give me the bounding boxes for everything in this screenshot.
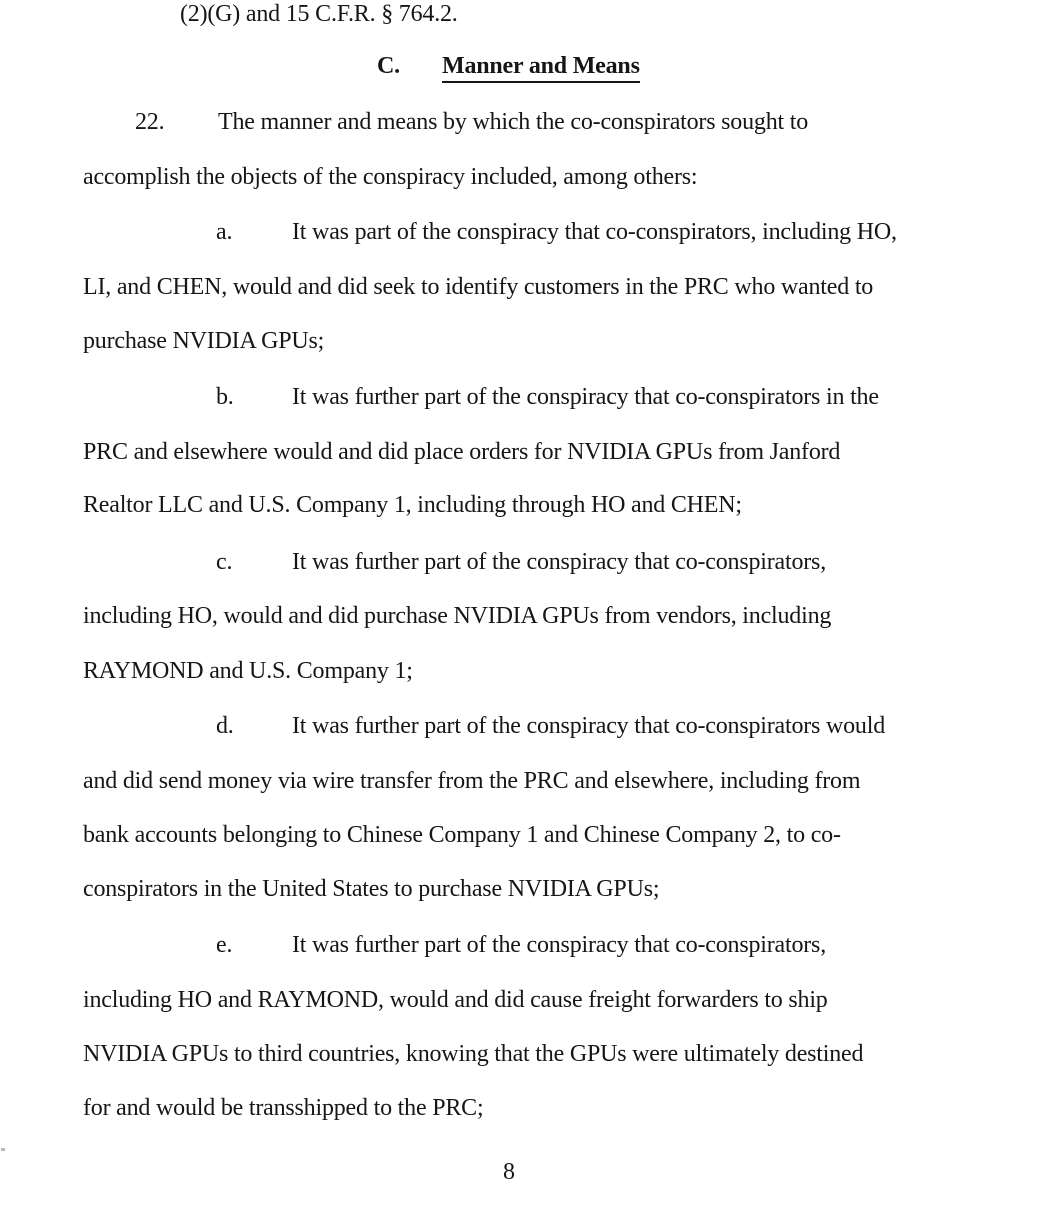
subparagraph-d-line-3: bank accounts belonging to Chinese Company 1 and Chinese Company 2, to co- xyxy=(83,822,841,848)
subparagraph-a-line-2: LI, and CHEN, would and did seek to identify customers in the PRC who wanted to xyxy=(83,274,874,300)
subparagraph-d-line-4: conspirators in the United States to purchase NVIDIA GPUs; xyxy=(83,876,660,902)
subparagraph-b-letter: b. xyxy=(216,384,234,410)
subparagraph-a-line-1 xyxy=(216,218,897,247)
subparagraph-b-text: It was further part of the conspiracy that co-conspirators in the xyxy=(292,384,879,410)
paragraph-22-line-2: accomplish the objects of the conspiracy included, among others: xyxy=(83,164,698,190)
subparagraph-e-line-4: for and would be transshipped to the PRC; xyxy=(83,1095,484,1121)
subparagraph-e-line-2: including HO and RAYMOND, would and did cause freight forwarders to ship xyxy=(83,987,828,1013)
subparagraph-e-text: It was further part of the conspiracy that co-conspirators, xyxy=(292,932,827,958)
paragraph-22-number: 22. xyxy=(135,109,165,135)
subparagraph-c-letter: c. xyxy=(216,549,233,575)
subparagraph-c-text: It was further part of the conspiracy that co-conspirators, xyxy=(292,549,827,575)
subparagraph-a-line-3: purchase NVIDIA GPUs; xyxy=(83,328,325,354)
subparagraph-b-line-2: PRC and elsewhere would and did place orders for NVIDIA GPUs from Janford xyxy=(83,439,841,465)
subparagraph-e-line-3: NVIDIA GPUs to third countries, knowing that the GPUs were ultimately destined xyxy=(83,1041,864,1067)
paragraph-22-text: The manner and means by which the co-conspirators sought to xyxy=(218,109,809,135)
subparagraph-e-line-1 xyxy=(216,931,826,960)
subparagraph-d-text: It was further part of the conspiracy that co-conspirators would xyxy=(292,713,886,739)
subparagraph-d-line-1 xyxy=(216,712,885,741)
subparagraph-b-line-1 xyxy=(216,383,879,412)
paragraph-22-line-1 xyxy=(135,108,808,137)
scan-artifact xyxy=(1,1148,5,1151)
subparagraph-b-line-3: Realtor LLC and U.S. Company 1, including through HO and CHEN; xyxy=(83,492,742,518)
carryover-citation-line: (2)(G) and 15 C.F.R. § 764.2. xyxy=(180,1,458,27)
subparagraph-c-line-3: RAYMOND and U.S. Company 1; xyxy=(83,658,413,684)
subparagraph-a-letter: a. xyxy=(216,219,233,245)
subparagraph-c-line-1 xyxy=(216,548,826,577)
section-heading-label: C. xyxy=(377,53,400,79)
subparagraph-a-text: It was part of the conspiracy that co-conspirators, including HO, xyxy=(292,219,897,245)
subparagraph-d-line-2: and did send money via wire transfer from the PRC and elsewhere, including from xyxy=(83,768,861,794)
subparagraph-d-letter: d. xyxy=(216,713,234,739)
subparagraph-c-line-2: including HO, would and did purchase NVIDIA GPUs from vendors, including xyxy=(83,603,832,629)
section-heading xyxy=(377,52,640,81)
section-heading-title: Manner and Means xyxy=(442,53,640,83)
page-number: 8 xyxy=(503,1159,515,1185)
subparagraph-e-letter: e. xyxy=(216,932,233,958)
